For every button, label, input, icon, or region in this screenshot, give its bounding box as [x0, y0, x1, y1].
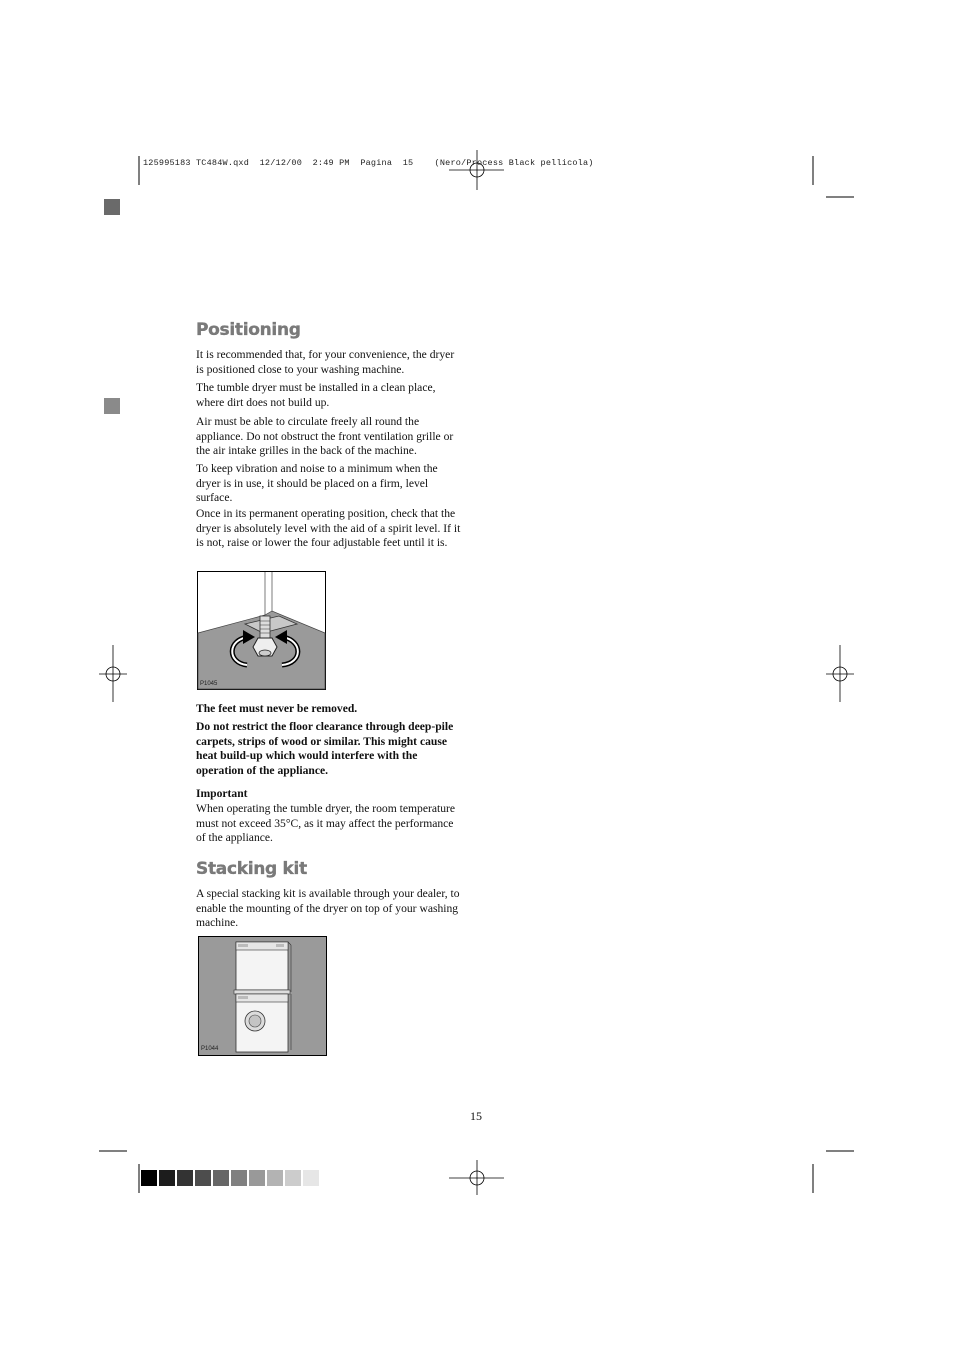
- figure-label-p1045: P1045: [200, 681, 218, 687]
- color-swatch: [213, 1170, 229, 1186]
- color-calibration-bar: [141, 1170, 323, 1186]
- margin-square-middle: [104, 398, 120, 414]
- color-swatch: [249, 1170, 265, 1186]
- registration-mark-bottom: [449, 1160, 504, 1195]
- feet-warning: The feet must never be removed.: [196, 702, 358, 715]
- positioning-paragraph-3: Air must be able to circulate freely all round the appliance. Do not obstruct the front ventilation grille or the air intake grilles in the back of the machine.: [196, 415, 454, 458]
- stacking-kit-heading: Stacking kit: [196, 859, 307, 879]
- color-swatch: [141, 1170, 157, 1186]
- color-swatch: [177, 1170, 193, 1186]
- color-swatch: [285, 1170, 301, 1186]
- margin-square-top: [104, 199, 120, 215]
- important-title: Important: [196, 787, 248, 800]
- positioning-paragraph-4: To keep vibration and noise to a minimum when the dryer is in use, it should be placed on a firm, level surface.: [196, 462, 438, 505]
- color-swatch: [159, 1170, 175, 1186]
- color-swatch: [195, 1170, 211, 1186]
- registration-mark-top: [449, 150, 504, 190]
- registration-mark-right: [826, 645, 854, 702]
- stacked-appliances-illustration: [198, 936, 327, 1056]
- positioning-paragraph-2: The tumble dryer must be installed in a clean place, where dirt does not build up.: [196, 381, 436, 409]
- color-swatch: [267, 1170, 283, 1186]
- positioning-heading: Positioning: [196, 320, 301, 340]
- registration-mark-left: [99, 645, 127, 702]
- color-swatch: [303, 1170, 319, 1186]
- floor-clearance-warning: Do not restrict the floor clearance through deep-pile carpets, strips of wood or similar. This might cause heat build-up which would interfere with the operation of the appliance.: [196, 720, 454, 777]
- positioning-paragraph-5: Once in its permanent operating position, check that the dryer is absolutely level with the aid of a spirit level. If it is not, raise or lower the four adjustable feet until it is.: [196, 507, 461, 550]
- file-slug-line: 125995183 TC484W.qxd 12/12/00 2:49 PM Pagina 15 (Nero/Process Black pellicola): [143, 158, 594, 168]
- stacking-kit-paragraph: A special stacking kit is available through your dealer, to enable the mounting of the dryer on top of your washing machine.: [196, 887, 460, 930]
- adjustable-foot-illustration: [197, 571, 326, 690]
- figure-label-p1044: P1044: [201, 1046, 219, 1052]
- color-swatch: [231, 1170, 247, 1186]
- positioning-paragraph-1: It is recommended that, for your convenience, the dryer is positioned close to your washing machine.: [196, 348, 455, 376]
- page-number: 15: [470, 1109, 482, 1123]
- important-text: When operating the tumble dryer, the room temperature must not exceed 35°C, as it may affect the performance of the appliance.: [196, 802, 456, 845]
